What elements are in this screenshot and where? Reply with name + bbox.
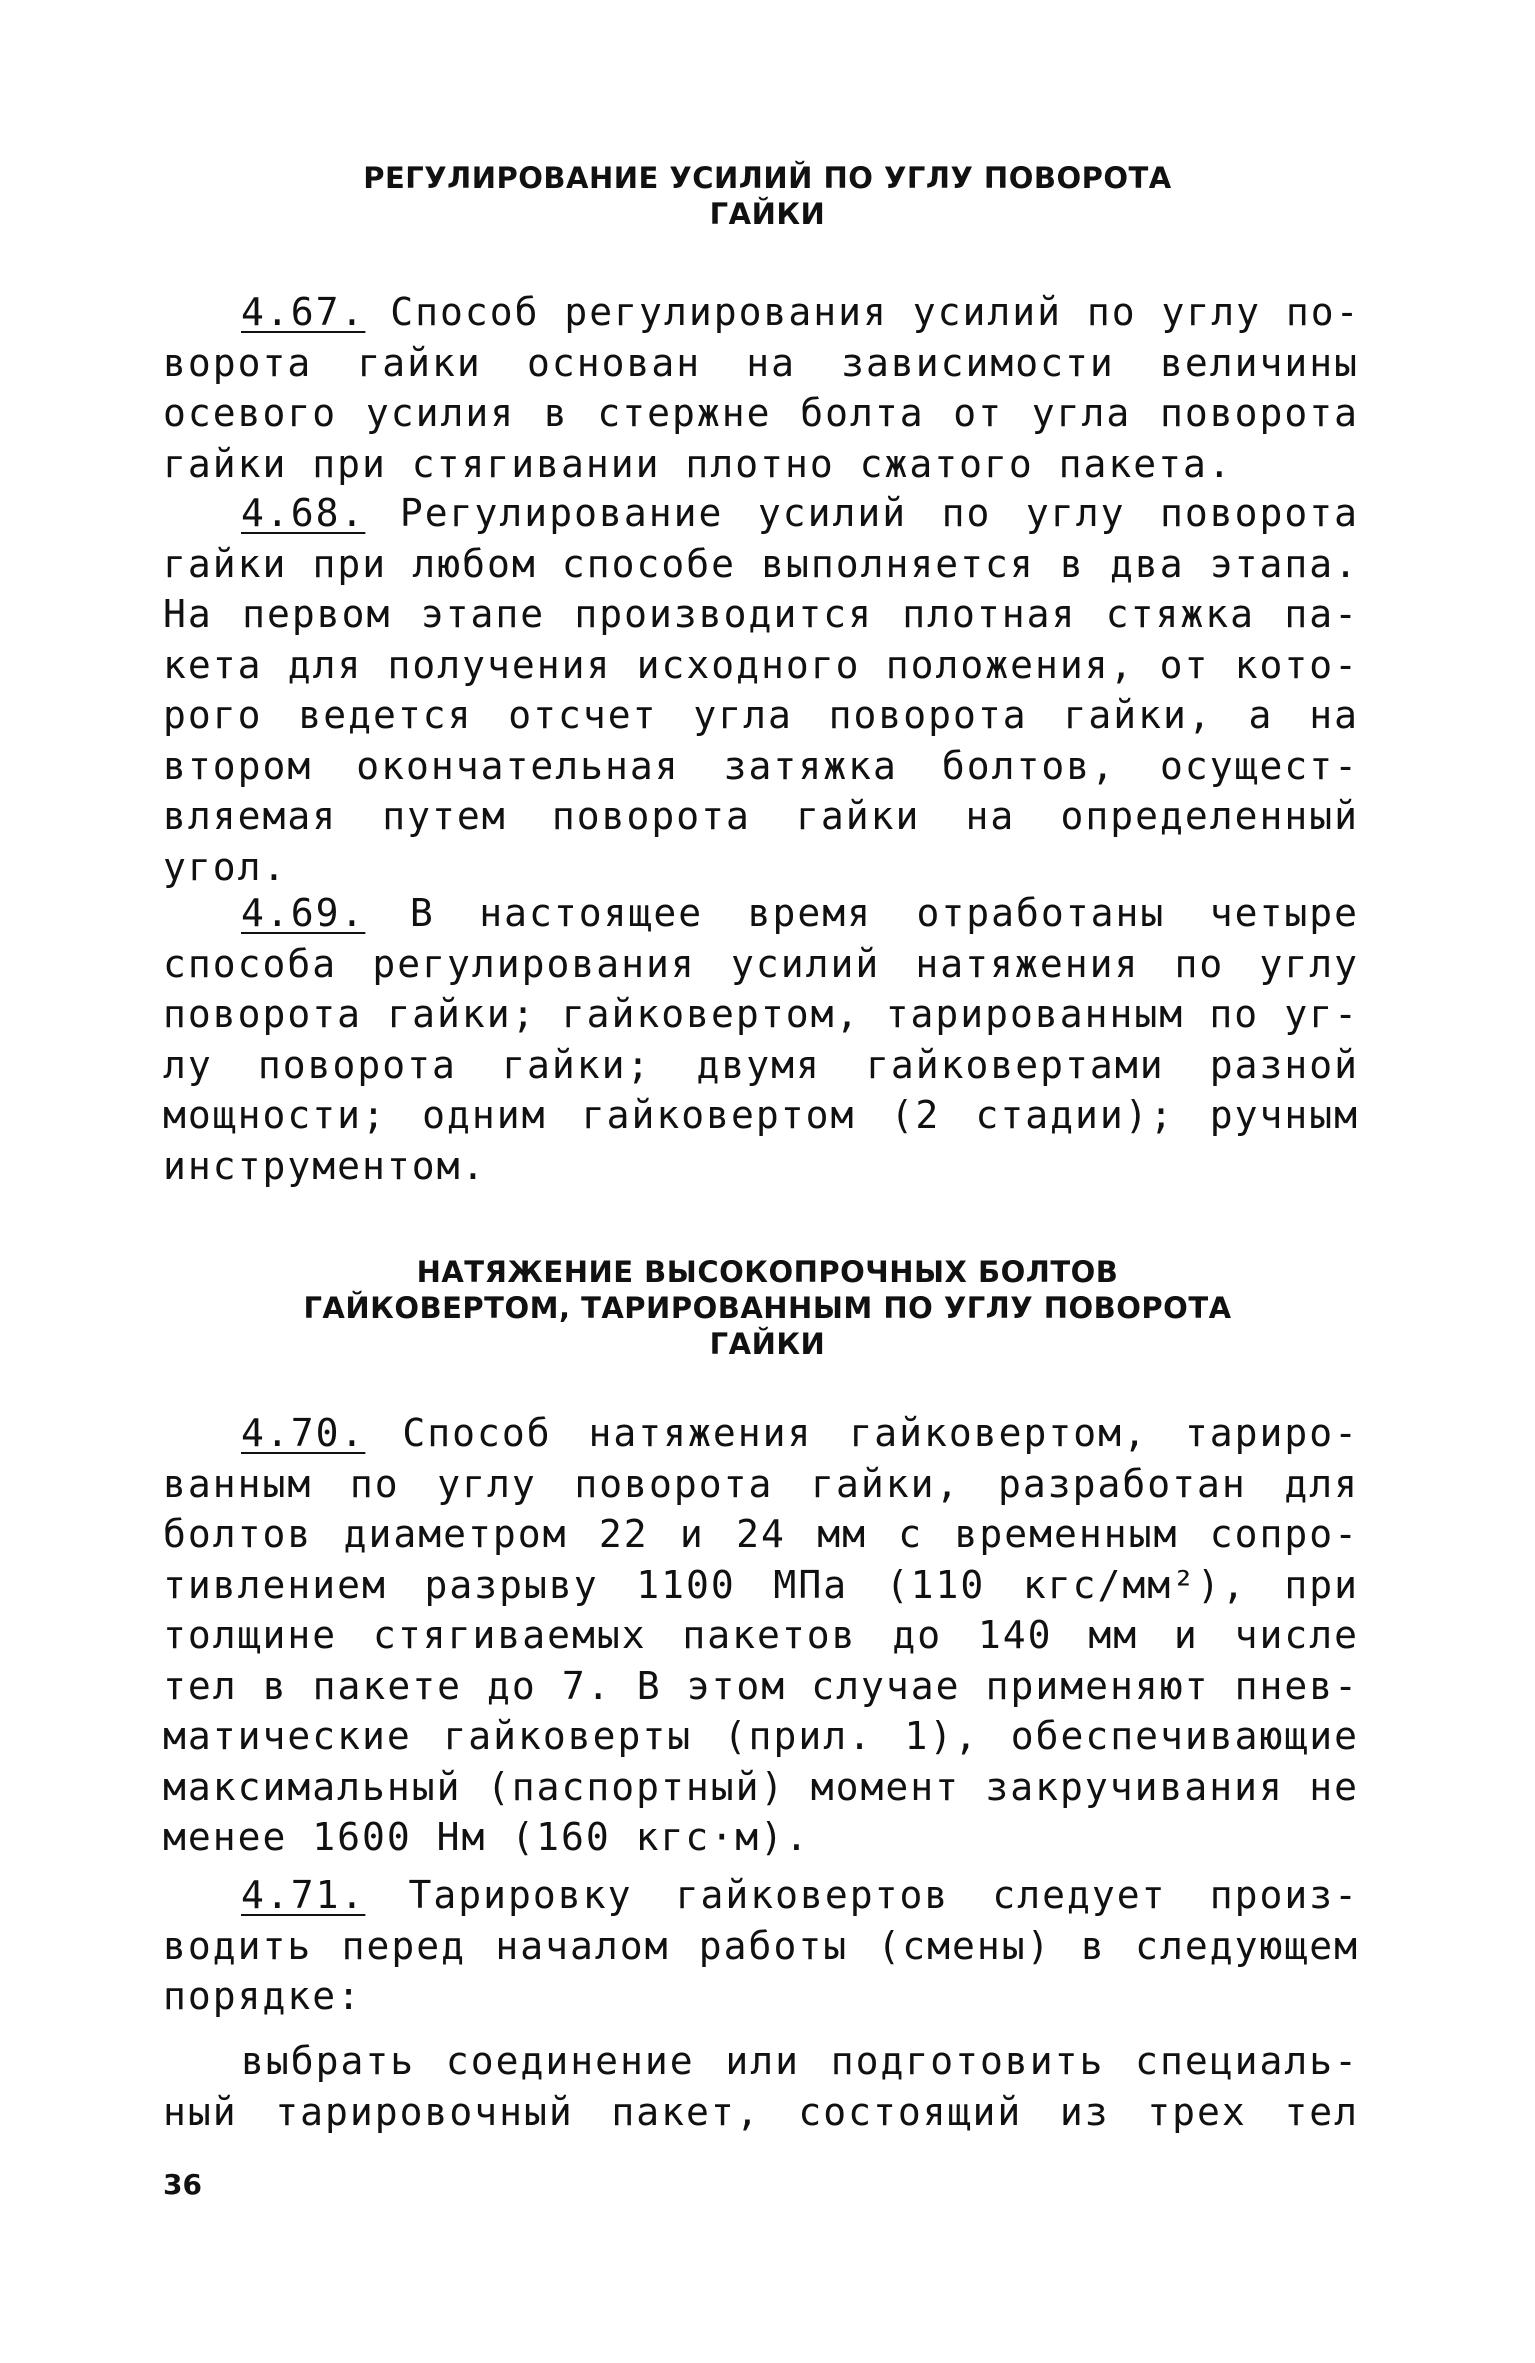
text-line: 4.69. В настоящее время отработаны четыре <box>241 891 1359 935</box>
paragraph-4-67 <box>163 287 1359 489</box>
text-line: поворота гайки; гайковертом, тарированным по уг- <box>163 992 1359 1036</box>
text-line: порядке: <box>163 1974 363 2018</box>
text-line: гайки при любом способе выполняется в два этапа. <box>163 541 1359 586</box>
paragraph-calibration-step <box>163 2036 1359 2137</box>
clause-number: 4.68. <box>241 491 366 535</box>
page-number: 36 <box>163 2168 202 2201</box>
text-line: 4.67. Способ регулирования усилий по углу по- <box>241 290 1361 334</box>
text-line: ный тарировочный пакет, состоящий из трех тел <box>163 2089 1359 2134</box>
text-line: рого ведется отсчет угла поворота гайки, а на <box>163 693 1359 737</box>
text-line: 4.71. Тарировку гайковертов следует произ- <box>241 1873 1359 1917</box>
text-line: матические гайковерты (прил. 1), обеспечивающие <box>163 1714 1359 1758</box>
paragraph-4-70 <box>163 1408 1359 1863</box>
text-line: На первом этапе производится плотная стяжка па- <box>163 592 1359 636</box>
text-line: болтов диаметром 22 и 24 мм с временным сопро- <box>163 1512 1359 1556</box>
section-heading-impact-wrench <box>150 1254 1385 1362</box>
text-line: инструментом. <box>163 1143 487 1188</box>
text-line: 4.70. Способ натяжения гайковертом, тариро- <box>241 1411 1359 1455</box>
text-line: толщине стягиваемых пакетов до 140 мм и числе <box>163 1613 1359 1657</box>
paragraph-4-69 <box>163 888 1359 1191</box>
text-line: мощности; одним гайковертом (2 стадии); ручным <box>163 1093 1359 1137</box>
text-line: гайки при стягивании плотно сжатого пакета. <box>163 441 1233 486</box>
text-line: максимальный (паспортный) момент закручивания не <box>163 1764 1359 1809</box>
heading-line: РЕГУЛИРОВАНИЕ УСИЛИЙ ПО УГЛУ ПОВОРОТА <box>363 161 1172 195</box>
text-line: кета для получения исходного положения, от кото- <box>163 642 1359 687</box>
text-line: водить перед началом работы (смены) в следующем <box>163 1923 1359 1968</box>
text-line: тивлением разрыву 1100 МПа (110 кгс/мм²), при <box>163 1562 1359 1607</box>
text-line: выбрать соединение или подготовить специаль- <box>241 2039 1359 2083</box>
clause-number: 4.69. <box>241 891 366 935</box>
heading-line: ГАЙКОВЕРТОМ, ТАРИРОВАННЫМ ПО УГЛУ ПОВОРОТА <box>303 1291 1232 1325</box>
text-line: лу поворота гайки; двумя гайковертами разной <box>163 1042 1359 1087</box>
text-line: угол. <box>163 844 288 889</box>
paragraph-4-71 <box>163 1870 1359 2022</box>
heading-line: ГАЙКИ <box>709 1327 826 1361</box>
text-line: менее 1600 Нм (160 кгс·м). <box>163 1815 810 1859</box>
text-line: ванным по углу поворота гайки, разработан для <box>163 1461 1359 1506</box>
heading-line: ГАЙКИ <box>709 197 826 231</box>
text-line: вляемая путем поворота гайки на определенный <box>163 794 1359 838</box>
heading-line: НАТЯЖЕНИЕ ВЫСОКОПРОЧНЫХ БОЛТОВ <box>416 1255 1119 1289</box>
text-line: втором окончательная затяжка болтов, осущест- <box>163 743 1359 788</box>
text-line: способа регулирования усилий натяжения по углу <box>163 941 1359 986</box>
section-heading-angle-regulation <box>150 160 1385 232</box>
clause-number: 4.70. <box>241 1411 366 1455</box>
clause-number: 4.71. <box>241 1873 366 1917</box>
clause-number: 4.67. <box>241 290 366 334</box>
text-line: тел в пакете до 7. В этом случае применяют пнев- <box>163 1663 1359 1708</box>
text-line: ворота гайки основан на зависимости величины <box>163 340 1359 385</box>
paragraph-4-68 <box>163 488 1359 892</box>
text-line: осевого усилия в стержне болта от угла поворота <box>163 391 1359 435</box>
text-line: 4.68. Регулирование усилий по углу поворота <box>241 491 1359 535</box>
